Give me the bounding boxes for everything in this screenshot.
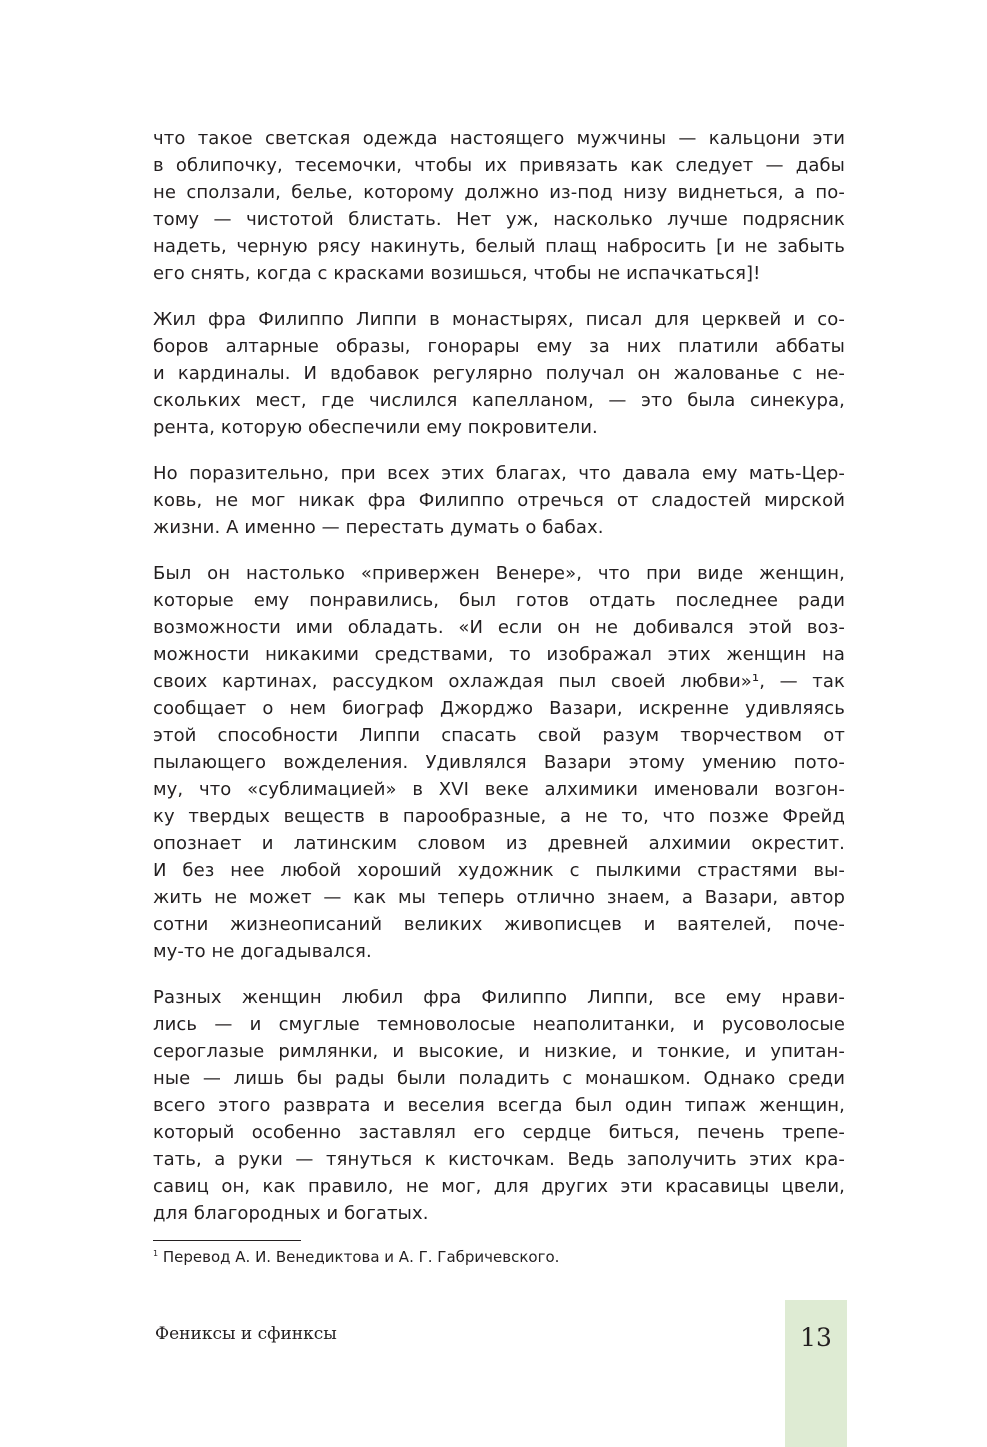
text-line: которые ему понравились, был готов отдать последнее ради [153, 590, 845, 611]
text-line: и кардиналы. И вдобавок регулярно получал он жалованье с не- [153, 363, 845, 384]
footnote [153, 1246, 559, 1268]
text-line: возможности ими обладать. «И если он не добивался этой воз- [153, 617, 845, 638]
text-line: ку твердых веществ в парообразные, а не то, что позже Фрейд [153, 806, 845, 827]
paragraph [153, 984, 845, 1227]
running-title: Фениксы и сфинксы [155, 1324, 337, 1344]
text-line: тому — чистотой блистать. Нет уж, насколько лучше подрясник [153, 209, 845, 230]
text-line: пылающего вожделения. Удивлялся Вазари этому умению пото- [153, 752, 845, 773]
text-line: жизни. А именно — перестать думать о бабах. [153, 517, 604, 538]
text-line: сообщает о нем биограф Джорджо Вазари, искренне удивляясь [153, 698, 845, 719]
text-line: для благородных и богатых. [153, 1203, 429, 1224]
text-line: му, что «сублимацией» в XVI веке алхимики именовали возгон- [153, 779, 845, 800]
text-line: опознает и латинским словом из древней алхимии окрестит. [153, 833, 845, 854]
text-line: этой способности Липпи спасать свой разум творчеством от [153, 725, 845, 746]
text-line: можности никакими средствами, то изображал этих женщин на [153, 644, 845, 665]
text-line: который особенно заставлял его сердце биться, печень трепе- [153, 1122, 845, 1143]
paragraph [153, 560, 845, 965]
paragraph [153, 125, 845, 287]
footnote-marker: 1 [153, 1249, 159, 1258]
text-line: Был он настолько «привержен Венере», что при виде женщин, [153, 563, 845, 584]
text-line: своих картинах, рассудком охлаждая пыл своей любви»¹, — так [153, 671, 845, 692]
page-number: 13 [800, 1323, 832, 1352]
body-text [153, 125, 845, 1246]
text-line: всего этого разврата и веселия всегда был один типаж женщин, [153, 1095, 845, 1116]
paragraph [153, 306, 845, 441]
text-line: что такое светская одежда настоящего мужчины — кальцони эти [153, 128, 845, 149]
paragraph [153, 460, 845, 541]
text-line: Жил фра Филиппо Липпи в монастырях, писал для церквей и со- [153, 309, 845, 330]
text-line: му-то не догадывался. [153, 941, 372, 962]
text-line: ные — лишь бы рады были поладить с монашком. Однако среди [153, 1068, 845, 1089]
page-number-tab [785, 1300, 847, 1447]
text-line: скольких мест, где числился капелланом, — это была синекура, [153, 390, 845, 411]
text-line: Но поразительно, при всех этих благах, что давала ему мать-Цер- [153, 463, 845, 484]
text-line: савиц он, как правило, не мог, для других эти красавицы цвели, [153, 1176, 845, 1197]
text-line: в облипочку, тесемочки, чтобы их привязать как следует — дабы [153, 155, 845, 176]
footnote-divider [153, 1240, 301, 1241]
text-line: лись — и смуглые темноволосые неаполитанки, и русоволосые [153, 1014, 845, 1035]
text-line: не сползали, белье, которому должно из-под низу виднеться, а по- [153, 182, 845, 203]
text-line: надеть, черную рясу накинуть, белый плащ набросить [и не забыть [153, 236, 845, 257]
text-line: Разных женщин любил фра Филиппо Липпи, все ему нрави- [153, 987, 845, 1008]
text-line: боров алтарные образы, гонорары ему за них платили аббаты [153, 336, 845, 357]
text-line: тать, а руки — тянуться к кисточкам. Ведь заполучить этих кра- [153, 1149, 845, 1170]
text-line: ковь, не мог никак фра Филиппо отречься от сладостей мирской [153, 490, 845, 511]
text-line: И без нее любой хороший художник с пылкими страстями вы- [153, 860, 845, 881]
text-line: сероглазые римлянки, и высокие, и низкие, и тонкие, и упитан- [153, 1041, 845, 1062]
text-line: сотни жизнеописаний великих живописцев и ваятелей, поче- [153, 914, 845, 935]
text-line: рента, которую обеспечили ему покровители. [153, 417, 598, 438]
text-line: жить не может — как мы теперь отлично знаем, а Вазари, автор [153, 887, 845, 908]
text-line: его снять, когда с красками возишься, чтобы не испачкаться]! [153, 263, 761, 284]
footnote-text: Перевод А. И. Венедиктова и А. Г. Габричевского. [162, 1248, 560, 1266]
